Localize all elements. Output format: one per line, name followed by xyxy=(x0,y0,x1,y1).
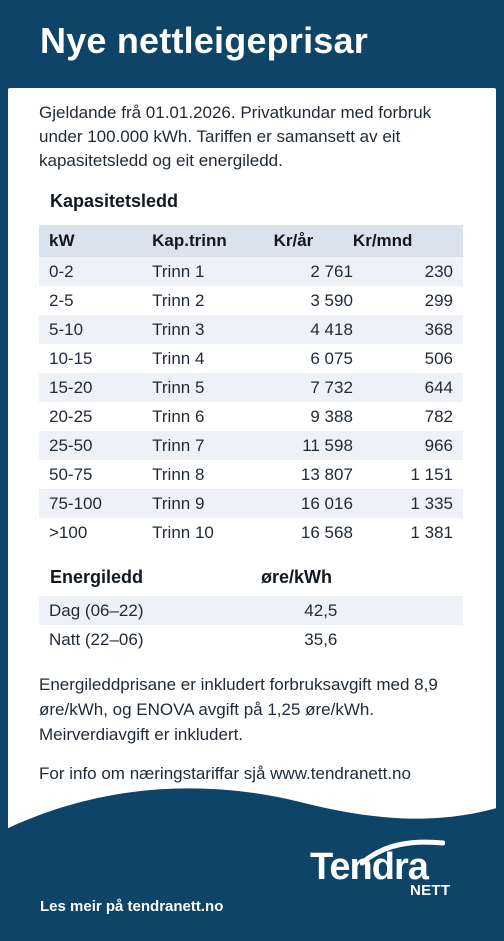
step-cell: Trinn 5 xyxy=(152,373,273,402)
table-row xyxy=(39,373,463,402)
table-row xyxy=(39,344,463,373)
kw-cell: 2-5 xyxy=(39,286,152,315)
step-cell: Trinn 4 xyxy=(152,344,273,373)
year-price-cell: 4 418 xyxy=(274,315,353,344)
column-header-year: Kr/år xyxy=(274,225,353,257)
intro-text: Gjeldande frå 01.01.2026. Privatkundar med forbruk under 100.000 kWh. Tariffen er samansett av eit kapasitetsledd og eit energiledd. xyxy=(39,103,432,170)
capacity-table xyxy=(39,225,463,547)
month-price-cell: 230 xyxy=(353,257,463,286)
table-row xyxy=(39,257,463,286)
tendra-logo-subtitle: NETT xyxy=(410,882,451,899)
energy-price-cell: 42,5 xyxy=(222,596,337,625)
energy-empty-cell xyxy=(337,596,463,625)
kw-cell: 5-10 xyxy=(39,315,152,344)
year-price-cell: 11 598 xyxy=(274,431,353,460)
month-price-cell: 1 381 xyxy=(353,518,463,547)
kw-cell: 0-2 xyxy=(39,257,152,286)
footer xyxy=(0,834,504,941)
kw-cell: 15-20 xyxy=(39,373,152,402)
energy-table xyxy=(39,596,463,654)
content-panel xyxy=(8,88,496,834)
header-banner xyxy=(0,0,504,88)
table-row xyxy=(39,625,463,654)
step-cell: Trinn 9 xyxy=(152,489,273,518)
page-title: Nye nettleigeprisar xyxy=(40,20,368,61)
vat-note-line: Meirverdiavgift er inkludert. xyxy=(39,725,244,744)
kw-cell: 25-50 xyxy=(39,431,152,460)
table-row xyxy=(39,286,463,315)
month-price-cell: 1 335 xyxy=(353,489,463,518)
energy-table-header xyxy=(39,561,463,593)
step-cell: Trinn 8 xyxy=(152,460,273,489)
step-cell: Trinn 10 xyxy=(152,518,273,547)
kw-cell: >100 xyxy=(39,518,152,547)
table-row xyxy=(39,402,463,431)
table-row xyxy=(39,489,463,518)
step-cell: Trinn 7 xyxy=(152,431,273,460)
kw-cell: 20-25 xyxy=(39,402,152,431)
energy-price-cell: 35,6 xyxy=(222,625,337,654)
energy-section-title: Energiledd xyxy=(50,567,144,587)
table-row xyxy=(39,596,463,625)
tax-note-line: Energileddprisane er inkludert forbruksavgift med 8,9 øre/kWh, og ENOVA avgift på 1,25 øre/kWh. xyxy=(39,675,438,719)
kw-cell: 10-15 xyxy=(39,344,152,373)
year-price-cell: 16 568 xyxy=(274,518,353,547)
tax-note xyxy=(39,672,469,747)
year-price-cell: 9 388 xyxy=(274,402,353,431)
kw-cell: 75-100 xyxy=(39,489,152,518)
month-price-cell: 1 151 xyxy=(353,460,463,489)
column-header-kw: kW xyxy=(39,225,152,257)
column-header-step: Kap.trinn xyxy=(152,225,273,257)
capacity-table-header xyxy=(39,225,463,257)
year-price-cell: 6 075 xyxy=(274,344,353,373)
energy-unit-header: øre/kWh xyxy=(261,567,333,587)
energy-empty-cell xyxy=(337,625,463,654)
month-price-cell: 506 xyxy=(353,344,463,373)
month-price-cell: 966 xyxy=(353,431,463,460)
step-cell: Trinn 2 xyxy=(152,286,273,315)
column-header-month: Kr/mnd xyxy=(353,225,463,257)
year-price-cell: 16 016 xyxy=(274,489,353,518)
table-row xyxy=(39,518,463,547)
month-price-cell: 299 xyxy=(353,286,463,315)
year-price-cell: 2 761 xyxy=(274,257,353,286)
energy-period-cell: Natt (22–06) xyxy=(39,625,222,654)
table-row xyxy=(39,431,463,460)
month-price-cell: 368 xyxy=(353,315,463,344)
step-cell: Trinn 6 xyxy=(152,402,273,431)
tendra-logo-wordmark: Tendra xyxy=(310,846,428,888)
kw-cell: 50-75 xyxy=(39,460,152,489)
table-row xyxy=(39,315,463,344)
step-cell: Trinn 1 xyxy=(152,257,273,286)
business-tariff-info: For info om næringstariffar sjå www.tendranett.no xyxy=(39,764,411,783)
month-price-cell: 644 xyxy=(353,373,463,402)
year-price-cell: 3 590 xyxy=(274,286,353,315)
capacity-section-title: Kapasitetsledd xyxy=(50,191,179,211)
year-price-cell: 7 732 xyxy=(274,373,353,402)
website-link[interactable]: Les meir på tendranett.no xyxy=(40,898,224,915)
year-price-cell: 13 807 xyxy=(274,460,353,489)
month-price-cell: 782 xyxy=(353,402,463,431)
table-row xyxy=(39,460,463,489)
step-cell: Trinn 3 xyxy=(152,315,273,344)
energy-period-cell: Dag (06–22) xyxy=(39,596,222,625)
